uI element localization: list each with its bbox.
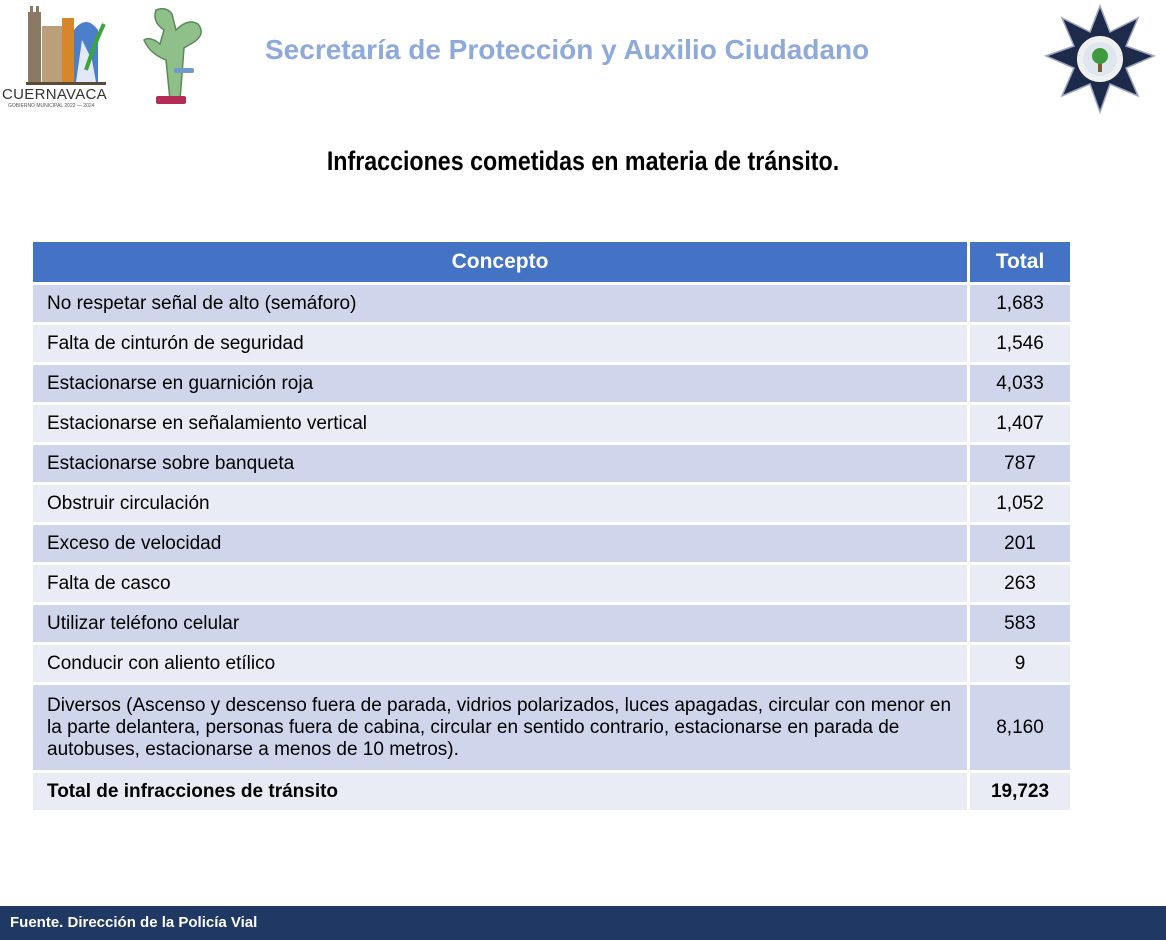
row-total: 201 <box>970 525 1070 562</box>
source-note: Fuente. Dirección de la Policía Vial <box>10 914 258 931</box>
cuernavaca-logo <box>0 0 215 115</box>
row-total: 583 <box>970 605 1070 642</box>
row-total: 787 <box>970 445 1070 482</box>
table-row <box>33 325 1070 362</box>
row-concepto: Diversos (Ascenso y descenso fuera de parada, vidrios polarizados, luces apagadas, circular con menor en la parte delantera, personas fuera de cabina, circular en sentido contrario, estacionarse en parada de autobuses, estacionarse a menos de 10 metros). <box>33 685 967 770</box>
table-row <box>33 365 1070 402</box>
police-badge <box>1042 4 1158 114</box>
row-concepto: Estacionarse sobre banqueta <box>33 445 967 482</box>
table-header-row <box>33 242 1070 282</box>
total-row-label: Total de infracciones de tránsito <box>33 773 967 810</box>
table-row <box>33 605 1070 642</box>
row-total: 263 <box>970 565 1070 602</box>
table-row <box>33 645 1070 682</box>
row-concepto: Exceso de velocidad <box>33 525 967 562</box>
table-row <box>33 525 1070 562</box>
table-row <box>33 445 1070 482</box>
logo-subtext: GOBIERNO MUNICIPAL 2022 — 2024 <box>8 103 95 109</box>
police-star-icon <box>1042 4 1158 114</box>
table-row <box>33 565 1070 602</box>
row-total: 9 <box>970 645 1070 682</box>
footer-bar <box>0 906 1166 940</box>
report-title: Infracciones cometidas en materia de tránsito. <box>326 146 840 176</box>
infractions-table <box>30 239 1073 813</box>
table-row <box>33 285 1070 322</box>
row-total: 1,683 <box>970 285 1070 322</box>
row-total: 4,033 <box>970 365 1070 402</box>
row-concepto: Obstruir circulación <box>33 485 967 522</box>
column-header-total: Total <box>970 242 1070 282</box>
row-concepto: Conducir con aliento etílico <box>33 645 967 682</box>
row-concepto: Utilizar teléfono celular <box>33 605 967 642</box>
row-concepto: Estacionarse en guarnición roja <box>33 365 967 402</box>
row-concepto: Falta de casco <box>33 565 967 602</box>
row-concepto: Estacionarse en señalamiento vertical <box>33 405 967 442</box>
row-concepto: Falta de cinturón de seguridad <box>33 325 967 362</box>
row-concepto: No respetar señal de alto (semáforo) <box>33 285 967 322</box>
table-row <box>33 405 1070 442</box>
organization-name: Secretaría de Protección y Auxilio Ciudadano <box>265 34 870 65</box>
table-row <box>33 685 1070 770</box>
row-total: 1,407 <box>970 405 1070 442</box>
total-row <box>33 773 1070 810</box>
total-row-value: 19,723 <box>970 773 1070 810</box>
row-total: 1,546 <box>970 325 1070 362</box>
logo-wordmark: CUERNAVACA <box>2 86 107 103</box>
column-header-concepto: Concepto <box>33 242 967 282</box>
row-total: 1,052 <box>970 485 1070 522</box>
row-total: 8,160 <box>970 685 1070 770</box>
table-row <box>33 485 1070 522</box>
